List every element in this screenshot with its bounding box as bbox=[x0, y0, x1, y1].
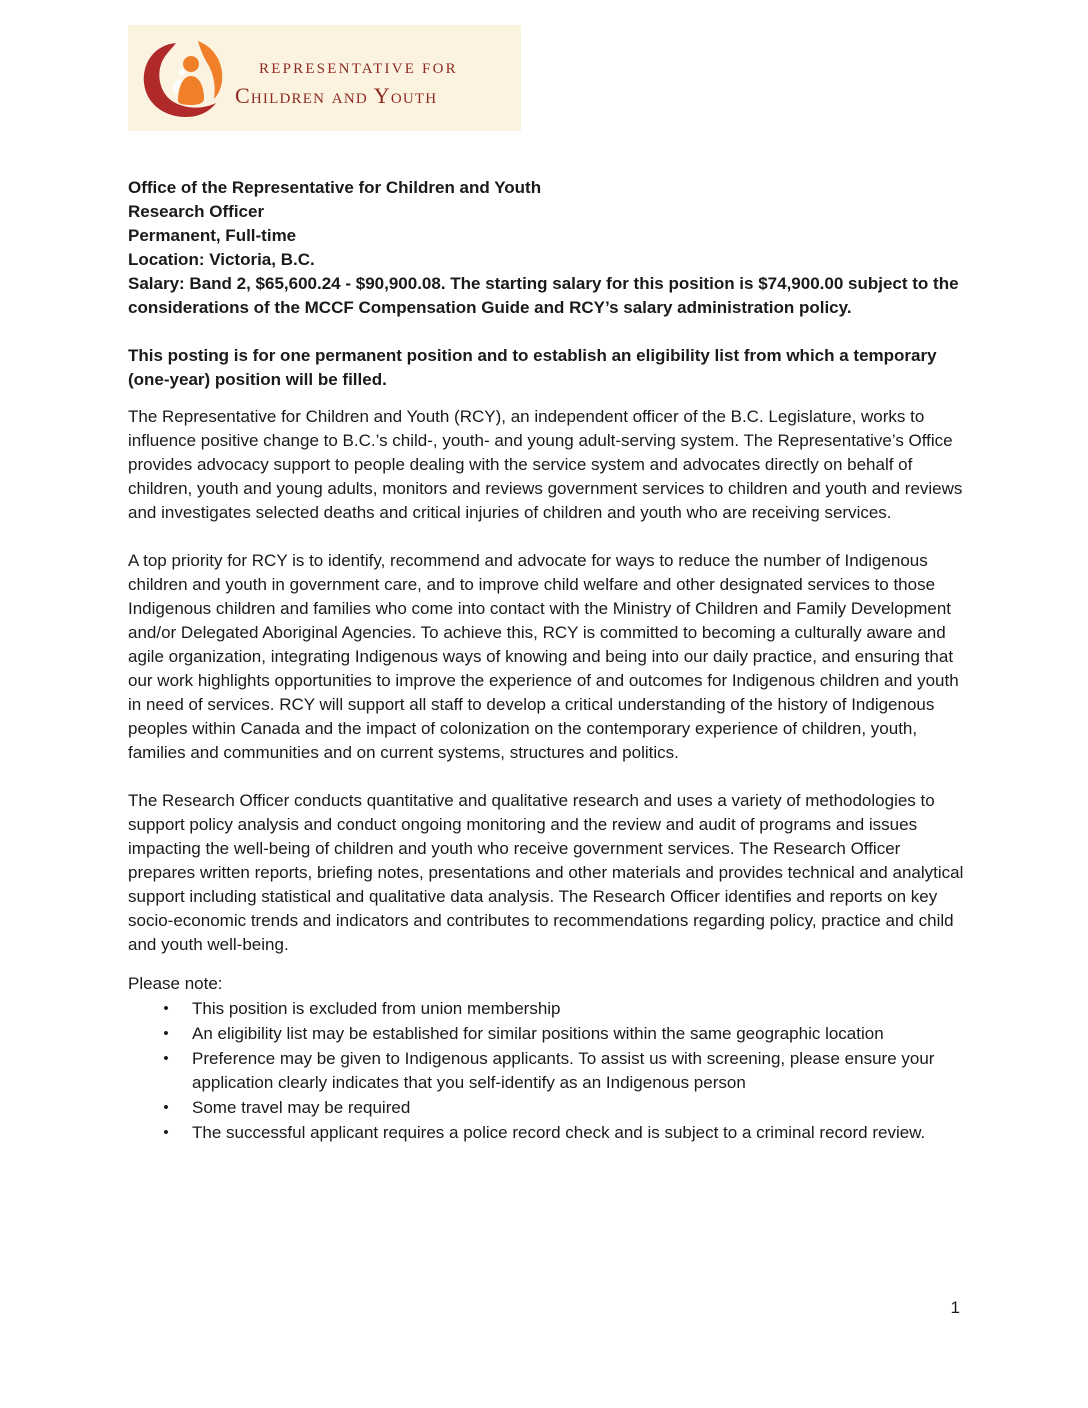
logo-text-line2: Children and Youth bbox=[235, 83, 438, 108]
paragraph-indigenous-priority: A top priority for RCY is to identify, recommend and advocate for ways to reduce the number of Indigenous children and youth in government care, and to improve child welfare and other designated services to those Indigenous children and families who come into contact with the Ministry of Children and Family Development and/or Delegated Aboriginal Agencies. To achieve this, RCY is committed to becoming a culturally aware and agile organization, integrating Indigenous ways of knowing and being into our daily practice, and ensuring that our work highlights opportunities to improve the experience of and outcomes for Indigenous children and youth in need of services. RCY will support all staff to develop a critical understanding of the history of Indigenous peoples within Canada and the impact of colonization on the contemporary experience of children, youth, families and communities and on current systems, structures and politics. bbox=[128, 551, 959, 762]
job-posting bbox=[128, 176, 968, 1146]
bullet-icon: • bbox=[163, 1025, 169, 1042]
page-number: 1 bbox=[950, 1298, 960, 1317]
logo-text-line1: REPRESENTATIVE FOR bbox=[259, 61, 458, 77]
salary-details: Salary: Band 2, $65,600.24 - $90,900.08. The starting salary for this position is $74,900.00 subject to the considerations of the MCCF Compensation Guide and RCY’s salary administration policy. bbox=[128, 274, 959, 317]
notes-label: Please note: bbox=[128, 974, 223, 993]
note-text: Some travel may be required bbox=[192, 1098, 411, 1117]
note-text: The successful applicant requires a police record check and is subject to a criminal record review. bbox=[192, 1123, 926, 1142]
list-item bbox=[128, 1047, 968, 1095]
bullet-icon: • bbox=[163, 1124, 169, 1141]
position-location: Location: Victoria, B.C. bbox=[128, 250, 315, 269]
bullet-icon: • bbox=[163, 1099, 169, 1116]
note-text: An eligibility list may be established for similar positions within the same geographic location bbox=[192, 1024, 884, 1043]
list-item bbox=[128, 1121, 968, 1145]
list-item bbox=[128, 997, 968, 1021]
posting-header bbox=[128, 176, 968, 320]
paragraph-role-description: The Research Officer conducts quantitative and qualitative research and uses a variety of methodologies to support policy analysis and conduct ongoing monitoring and the review and audit of programs and issues impacting the well-being of children and youth who receive government services. The Research Officer prepares written reports, briefing notes, presentations and other materials and provides technical and analytical support including statistical and qualitative data analysis. The Research Officer identifies and reports on key socio-economic trends and indicators and contributes to recommendations regarding policy, practice and child and youth well-being. bbox=[128, 791, 964, 954]
bullet-icon: • bbox=[163, 1000, 169, 1017]
position-title: Research Officer bbox=[128, 202, 265, 221]
rcy-logo-mark-icon bbox=[138, 33, 228, 123]
office-name: Office of the Representative for Children and Youth bbox=[128, 178, 542, 197]
bullet-icon: • bbox=[163, 1050, 169, 1067]
list-item bbox=[128, 1022, 968, 1046]
note-text: This position is excluded from union membership bbox=[192, 999, 561, 1018]
posting-notice: This posting is for one permanent position and to establish an eligibility list from which a temporary (one-year) position will be filled. bbox=[128, 346, 937, 389]
list-item bbox=[128, 1096, 968, 1120]
notes-list bbox=[128, 997, 968, 1145]
position-type: Permanent, Full-time bbox=[128, 226, 297, 245]
note-text: Preference may be given to Indigenous applicants. To assist us with screening, please ensure your application clearly indicates that you self-identify as an Indigenous person bbox=[192, 1049, 935, 1092]
rcy-logo bbox=[128, 25, 521, 131]
paragraph-about-rcy: The Representative for Children and Youth (RCY), an independent officer of the B.C. Legislature, works to influence positive change to B.C.’s child-, youth- and young adult-serving system. The Representative’s Office provides advocacy support to people dealing with the service system and advocates directly on behalf of children, youth and young adults, monitors and reviews government services to children and youth and reviews and investigates selected deaths and critical injuries of children and youth who are receiving services. bbox=[128, 407, 963, 522]
